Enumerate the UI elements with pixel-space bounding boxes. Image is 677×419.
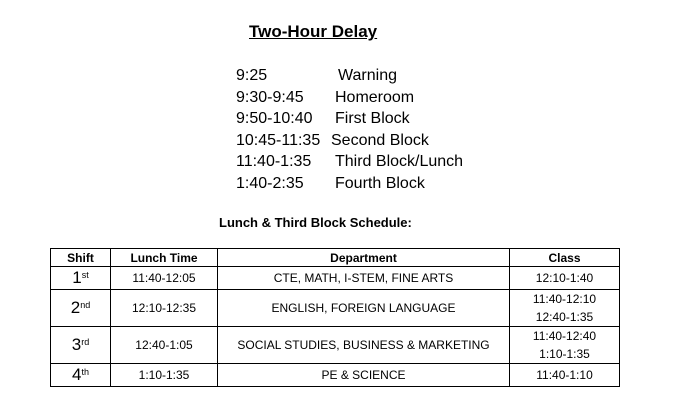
shift-cell (51, 327, 111, 364)
schedule-time: 9:50-10:40 (236, 110, 313, 127)
lunch-schedule-table (50, 248, 620, 387)
shift-suffix: st (81, 270, 89, 280)
class-time: 12:40-1:35 (535, 310, 594, 324)
shift-cell (51, 364, 111, 387)
lunch-schedule-heading: Lunch & Third Block Schedule: (219, 215, 412, 230)
class-time: 11:40-12:10 (532, 292, 597, 306)
schedule-label: Second Block (331, 131, 429, 149)
class-time: 11:40-1:10 (536, 368, 593, 382)
shift-suffix: rd (81, 337, 90, 347)
department-cell: PE & SCIENCE (218, 364, 510, 387)
schedule-label: Warning (338, 67, 397, 84)
column-header-department: Department (218, 249, 510, 267)
lunch-time-cell: 1:10-1:35 (111, 364, 218, 387)
schedule-label: Fourth Block (335, 174, 425, 192)
page-title: Two-Hour Delay (249, 22, 378, 41)
lunch-time-cell: 12:40-1:05 (111, 327, 218, 364)
lunch-time-cell: 12:10-12:35 (111, 290, 218, 327)
lunch-time-cell: 11:40-12:05 (111, 267, 218, 290)
column-header-shift: Shift (51, 249, 111, 267)
class-cell (510, 290, 620, 327)
table-row (51, 290, 620, 327)
schedule-label: First Block (335, 110, 410, 127)
column-header-class: Class (510, 249, 620, 267)
table-row (51, 327, 620, 364)
department-cell: ENGLISH, FOREIGN LANGUAGE (218, 290, 510, 327)
shift-number: 2 (70, 298, 81, 317)
table-header-row (51, 249, 620, 267)
schedule-time: 1:40-2:35 (236, 174, 304, 192)
table-row (51, 267, 620, 290)
department-cell: SOCIAL STUDIES, BUSINESS & MARKETING (218, 327, 510, 364)
schedule-time: 11:40-1:35 (236, 153, 312, 170)
shift-suffix: th (81, 367, 89, 377)
shift-number: 1 (72, 268, 82, 287)
shift-number: 3 (71, 335, 82, 354)
shift-cell (51, 290, 111, 327)
schedule-time: 10:45-11:35 (236, 131, 321, 149)
class-cell (510, 327, 620, 364)
department-cell: CTE, MATH, I-STEM, FINE ARTS (218, 267, 510, 290)
class-time: 1:10-1:35 (539, 347, 590, 361)
shift-number: 4 (72, 365, 82, 384)
schedule-time: 9:30-9:45 (236, 88, 304, 106)
class-time: 11:40-12:40 (532, 329, 597, 343)
column-header-lunch-time: Lunch Time (111, 249, 218, 267)
shift-cell (51, 267, 111, 290)
schedule-label: Homeroom (335, 88, 415, 106)
schedule-time: 9:25 (236, 67, 268, 84)
class-cell (510, 364, 620, 387)
table-row (51, 364, 620, 387)
class-time: 12:10-1:40 (535, 271, 594, 285)
schedule-label: Third Block/Lunch (335, 153, 464, 170)
shift-suffix: nd (80, 300, 91, 310)
class-cell (510, 267, 620, 290)
